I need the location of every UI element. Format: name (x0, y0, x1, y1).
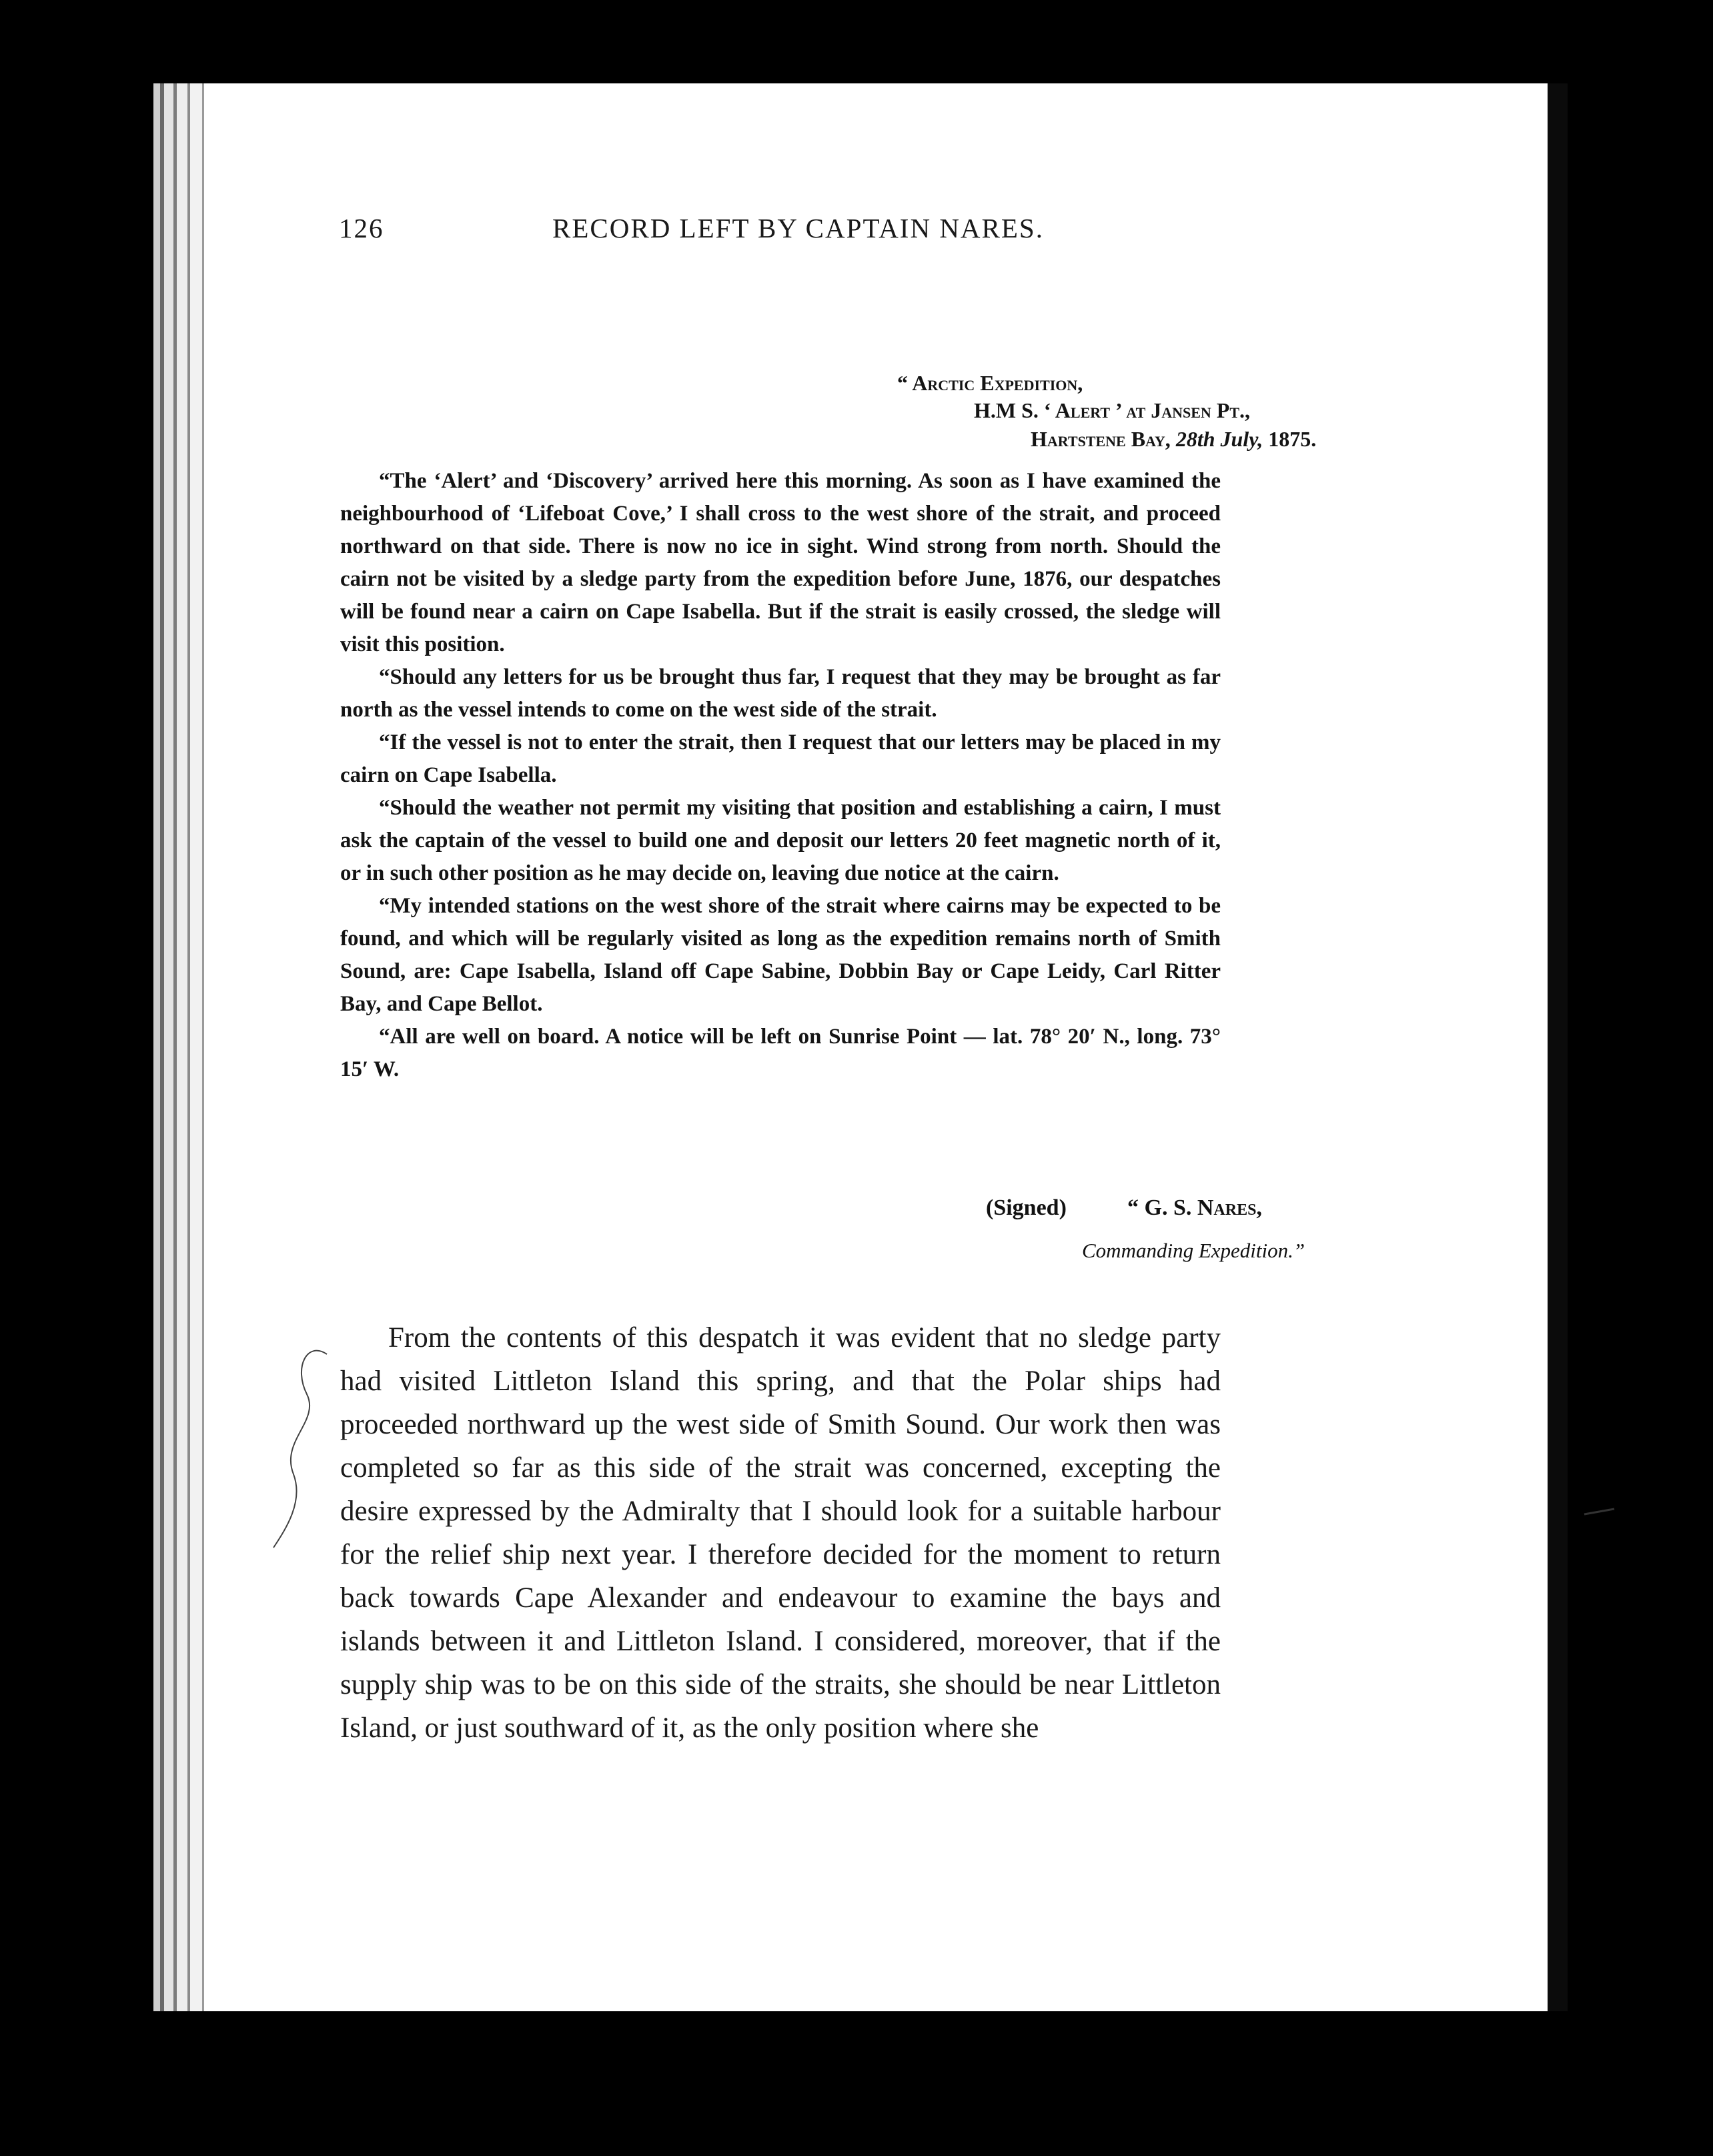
dateline-line-3: Hartstene Bay, 28th July, 1875. (1031, 427, 1317, 451)
pencil-mark (267, 1341, 340, 1554)
facing-page-edge (1548, 83, 1568, 2011)
letter-paragraph: “The ‘Alert’ and ‘Discovery’ arrived here this morning. As soon as I have examined the neighbourhood of ‘Lifeboat Cove,’ I shall cross to the west shore of the strait, and proceed northward on that side. There is now no ice in sight. Wind strong from north. Should the cairn not be visited by a sledge party from the expedition before June, 1876, our despatches will be found near a cairn on Cape Isabella. But if the strait is easily crossed, the sledge will visit this position. (340, 469, 1221, 656)
letter-paragraph: “If the vessel is not to enter the strait, then I request that our letters may be placed in my cairn on Cape Isabella. (340, 730, 1221, 787)
letter-paragraph: “All are well on board. A notice will be left on Sunrise Point — lat. 78° 20′ N., long. 73° 15′ W. (340, 1025, 1221, 1081)
body-paragraph: From the contents of this despatch it was evident that no sledge party had visited Littleton Island this spring, and that the Polar ships had proceeded northward up the west side of Smith Sound. Our work then was completed so far as this side of the strait was concerned, excepting the desire expressed by the Admiralty that I should look for a suitable harbour for the relief ship next year. I therefore decided for the moment to return back towards Cape Alexander and endeavour to examine the bays and islands between it and Littleton Island. I considered, moreover, that if the supply ship was to be on this side of the straits, she should be near Littleton Island, or just southward of it, as the only position where she (340, 1322, 1221, 1744)
signature-name: “ G. S. Nares, (1127, 1195, 1262, 1220)
running-title: RECORD LEFT BY CAPTAIN NARES. (552, 213, 1044, 243)
letter-paragraph: “Should the weather not permit my visiting that position and establishing a cairn, I must ask the captain of the vessel to build one and deposit our letters 20 feet magnetic north of it, or in such other position as he may decide on, leaving due notice at the cairn. (340, 796, 1221, 885)
body-text (340, 1316, 1221, 1750)
signature-title: Commanding Expedition.” (1082, 1239, 1305, 1262)
quoted-letter (340, 465, 1221, 1086)
dateline-line-1: “ Arctic Expedition, (897, 371, 1083, 395)
page-number: 126 (339, 213, 384, 243)
margin-mark (1581, 1501, 1621, 1521)
book-spine-edge (153, 83, 233, 2011)
signed-label: (Signed) (986, 1195, 1067, 1220)
letter-paragraph: “Should any letters for us be brought thus far, I request that they may be brought as far north as the vessel intends to come on the west side of the strait. (340, 665, 1221, 722)
dateline-line-2: H.M S. ‘ Alert ’ at Jansen Pt., (974, 398, 1251, 422)
letter-paragraph: “My intended stations on the west shore of the strait where cairns may be expected to be found, and which will be regularly visited as long as the expedition remains north of Smith Sound, are: Cape Isabella, Island off Cape Sabine, Dobbin Bay or Cape Leidy, Carl Ritter Bay, and Cape Bellot. (340, 894, 1221, 1016)
